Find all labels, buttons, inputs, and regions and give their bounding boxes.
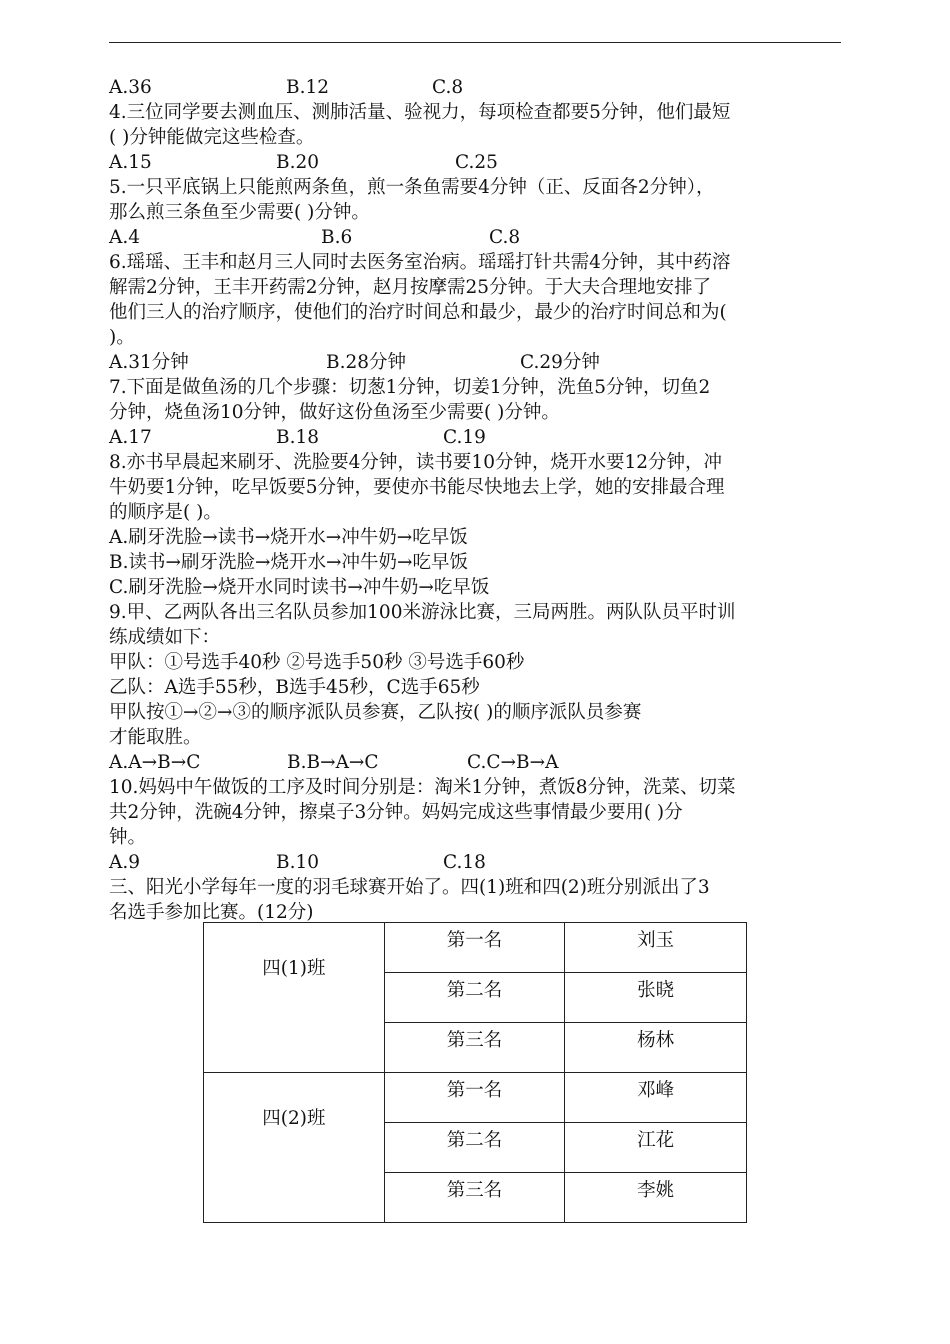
option: A.4 bbox=[109, 227, 141, 248]
question-text: 分钟，烧鱼汤10分钟，做好这份鱼汤至少需要( )分钟。 bbox=[109, 402, 560, 423]
option: A.9 bbox=[109, 852, 141, 873]
class-cell: 四(2)班 bbox=[204, 1073, 385, 1223]
place-cell: 第二名 bbox=[384, 973, 565, 1023]
choice-line: B.读书→刷牙洗脸→烧开水→冲牛奶→吃早饭 bbox=[109, 552, 468, 573]
option: C.18 bbox=[443, 852, 486, 873]
q9-options bbox=[109, 750, 841, 775]
choice-line: A.刷牙洗脸→读书→烧开水→冲牛奶→吃早饭 bbox=[109, 527, 468, 548]
place-cell: 第三名 bbox=[384, 1173, 565, 1223]
q6-options bbox=[109, 350, 841, 375]
place-cell: 第一名 bbox=[384, 923, 565, 973]
q4-options bbox=[109, 150, 841, 175]
name-cell: 邓峰 bbox=[565, 1073, 747, 1123]
option: B.28分钟 bbox=[326, 352, 407, 373]
worksheet-body bbox=[109, 75, 841, 925]
name-cell: 李姚 bbox=[565, 1173, 747, 1223]
place-cell: 第一名 bbox=[384, 1073, 565, 1123]
q5-options bbox=[109, 225, 841, 250]
question-text: 6.瑶瑶、王丰和赵月三人同时去医务室治病。瑶瑶打针共需4分钟，其中药溶 bbox=[109, 252, 731, 273]
option: C.19 bbox=[443, 427, 486, 448]
option: C.29分钟 bbox=[520, 352, 600, 373]
question-text: 乙队：A选手55秒，B选手45秒，C选手65秒 bbox=[109, 677, 480, 698]
option: B.6 bbox=[321, 227, 353, 248]
option: A.36 bbox=[109, 77, 152, 98]
option: B.12 bbox=[286, 77, 330, 98]
question-text: 甲队：①号选手40秒 ②号选手50秒 ③号选手60秒 bbox=[109, 652, 525, 673]
question-text: 9.甲、乙两队各出三名队员参加100米游泳比赛，三局两胜。两队队员平时训 bbox=[109, 602, 736, 623]
question-text: 钟。 bbox=[109, 827, 147, 848]
name-cell: 杨林 bbox=[565, 1023, 747, 1073]
question-text: ( )分钟能做完这些检查。 bbox=[109, 127, 315, 148]
name-cell: 江花 bbox=[565, 1123, 747, 1173]
question-text: 8.亦书早晨起来刷牙、洗脸要4分钟，读书要10分钟，烧开水要12分钟，冲 bbox=[109, 452, 723, 473]
question-text: 7.下面是做鱼汤的几个步骤：切葱1分钟，切姜1分钟，洗鱼5分钟，切鱼2 bbox=[109, 377, 711, 398]
name-cell: 张晓 bbox=[565, 973, 747, 1023]
ranking-table bbox=[203, 922, 747, 1223]
question-text: 5.一只平底锅上只能煎两条鱼，煎一条鱼需要4分钟（正、反面各2分钟）， bbox=[109, 177, 715, 198]
option: C.8 bbox=[432, 77, 464, 98]
option: C.C→B→A bbox=[467, 752, 559, 773]
question-text: 牛奶要1分钟，吃早饭要5分钟，要使亦书能尽快地去上学，她的安排最合理 bbox=[109, 477, 725, 498]
question-text: 4.三位同学要去测血压、测肺活量、验视力，每项检查都要5分钟，他们最短 bbox=[109, 102, 731, 123]
question-text: 的顺序是( )。 bbox=[109, 502, 222, 523]
question-text: 解需2分钟，王丰开药需2分钟，赵月按摩需25分钟。于大夫合理地安排了 bbox=[109, 277, 712, 298]
question-text: 练成绩如下： bbox=[109, 627, 221, 648]
option: A.A→B→C bbox=[109, 752, 201, 773]
question-text: 他们三人的治疗顺序，使他们的治疗时间总和最少，最少的治疗时间总和为( bbox=[109, 302, 727, 323]
option: C.25 bbox=[455, 152, 498, 173]
option: B.10 bbox=[276, 852, 320, 873]
choice-line: C.刷牙洗脸→烧开水同时读书→冲牛奶→吃早饭 bbox=[109, 577, 490, 598]
option: B.B→A→C bbox=[287, 752, 379, 773]
question-text: 甲队按①→②→③的顺序派队员参赛，乙队按( )的顺序派队员参赛 bbox=[109, 702, 642, 723]
name-cell: 刘玉 bbox=[565, 923, 747, 973]
option: B.20 bbox=[276, 152, 320, 173]
q10-options bbox=[109, 850, 841, 875]
option: C.8 bbox=[489, 227, 521, 248]
section-heading: 名选手参加比赛。(12分) bbox=[109, 902, 314, 923]
question-text: 10.妈妈中午做饭的工序及时间分别是：淘米1分钟，煮饭8分钟，洗菜、切菜 bbox=[109, 777, 736, 798]
option: A.15 bbox=[109, 152, 152, 173]
question-text: 才能取胜。 bbox=[109, 727, 202, 748]
place-cell: 第二名 bbox=[384, 1123, 565, 1173]
question-text: )。 bbox=[109, 327, 135, 348]
option: B.18 bbox=[276, 427, 320, 448]
section-heading: 三、阳光小学每年一度的羽毛球赛开始了。四(1)班和四(2)班分别派出了3 bbox=[109, 877, 710, 898]
table-row bbox=[204, 923, 747, 973]
question-text: 共2分钟，洗碗4分钟，擦桌子3分钟。妈妈完成这些事情最少要用( )分 bbox=[109, 802, 683, 823]
option: A.31分钟 bbox=[109, 352, 189, 373]
option: A.17 bbox=[109, 427, 152, 448]
class-cell: 四(1)班 bbox=[204, 923, 385, 1073]
q7-options bbox=[109, 425, 841, 450]
q3-options bbox=[109, 75, 841, 100]
place-cell: 第三名 bbox=[384, 1023, 565, 1073]
header-rule bbox=[109, 42, 841, 43]
table-row bbox=[204, 1073, 747, 1123]
question-text: 那么煎三条鱼至少需要( )分钟。 bbox=[109, 202, 370, 223]
